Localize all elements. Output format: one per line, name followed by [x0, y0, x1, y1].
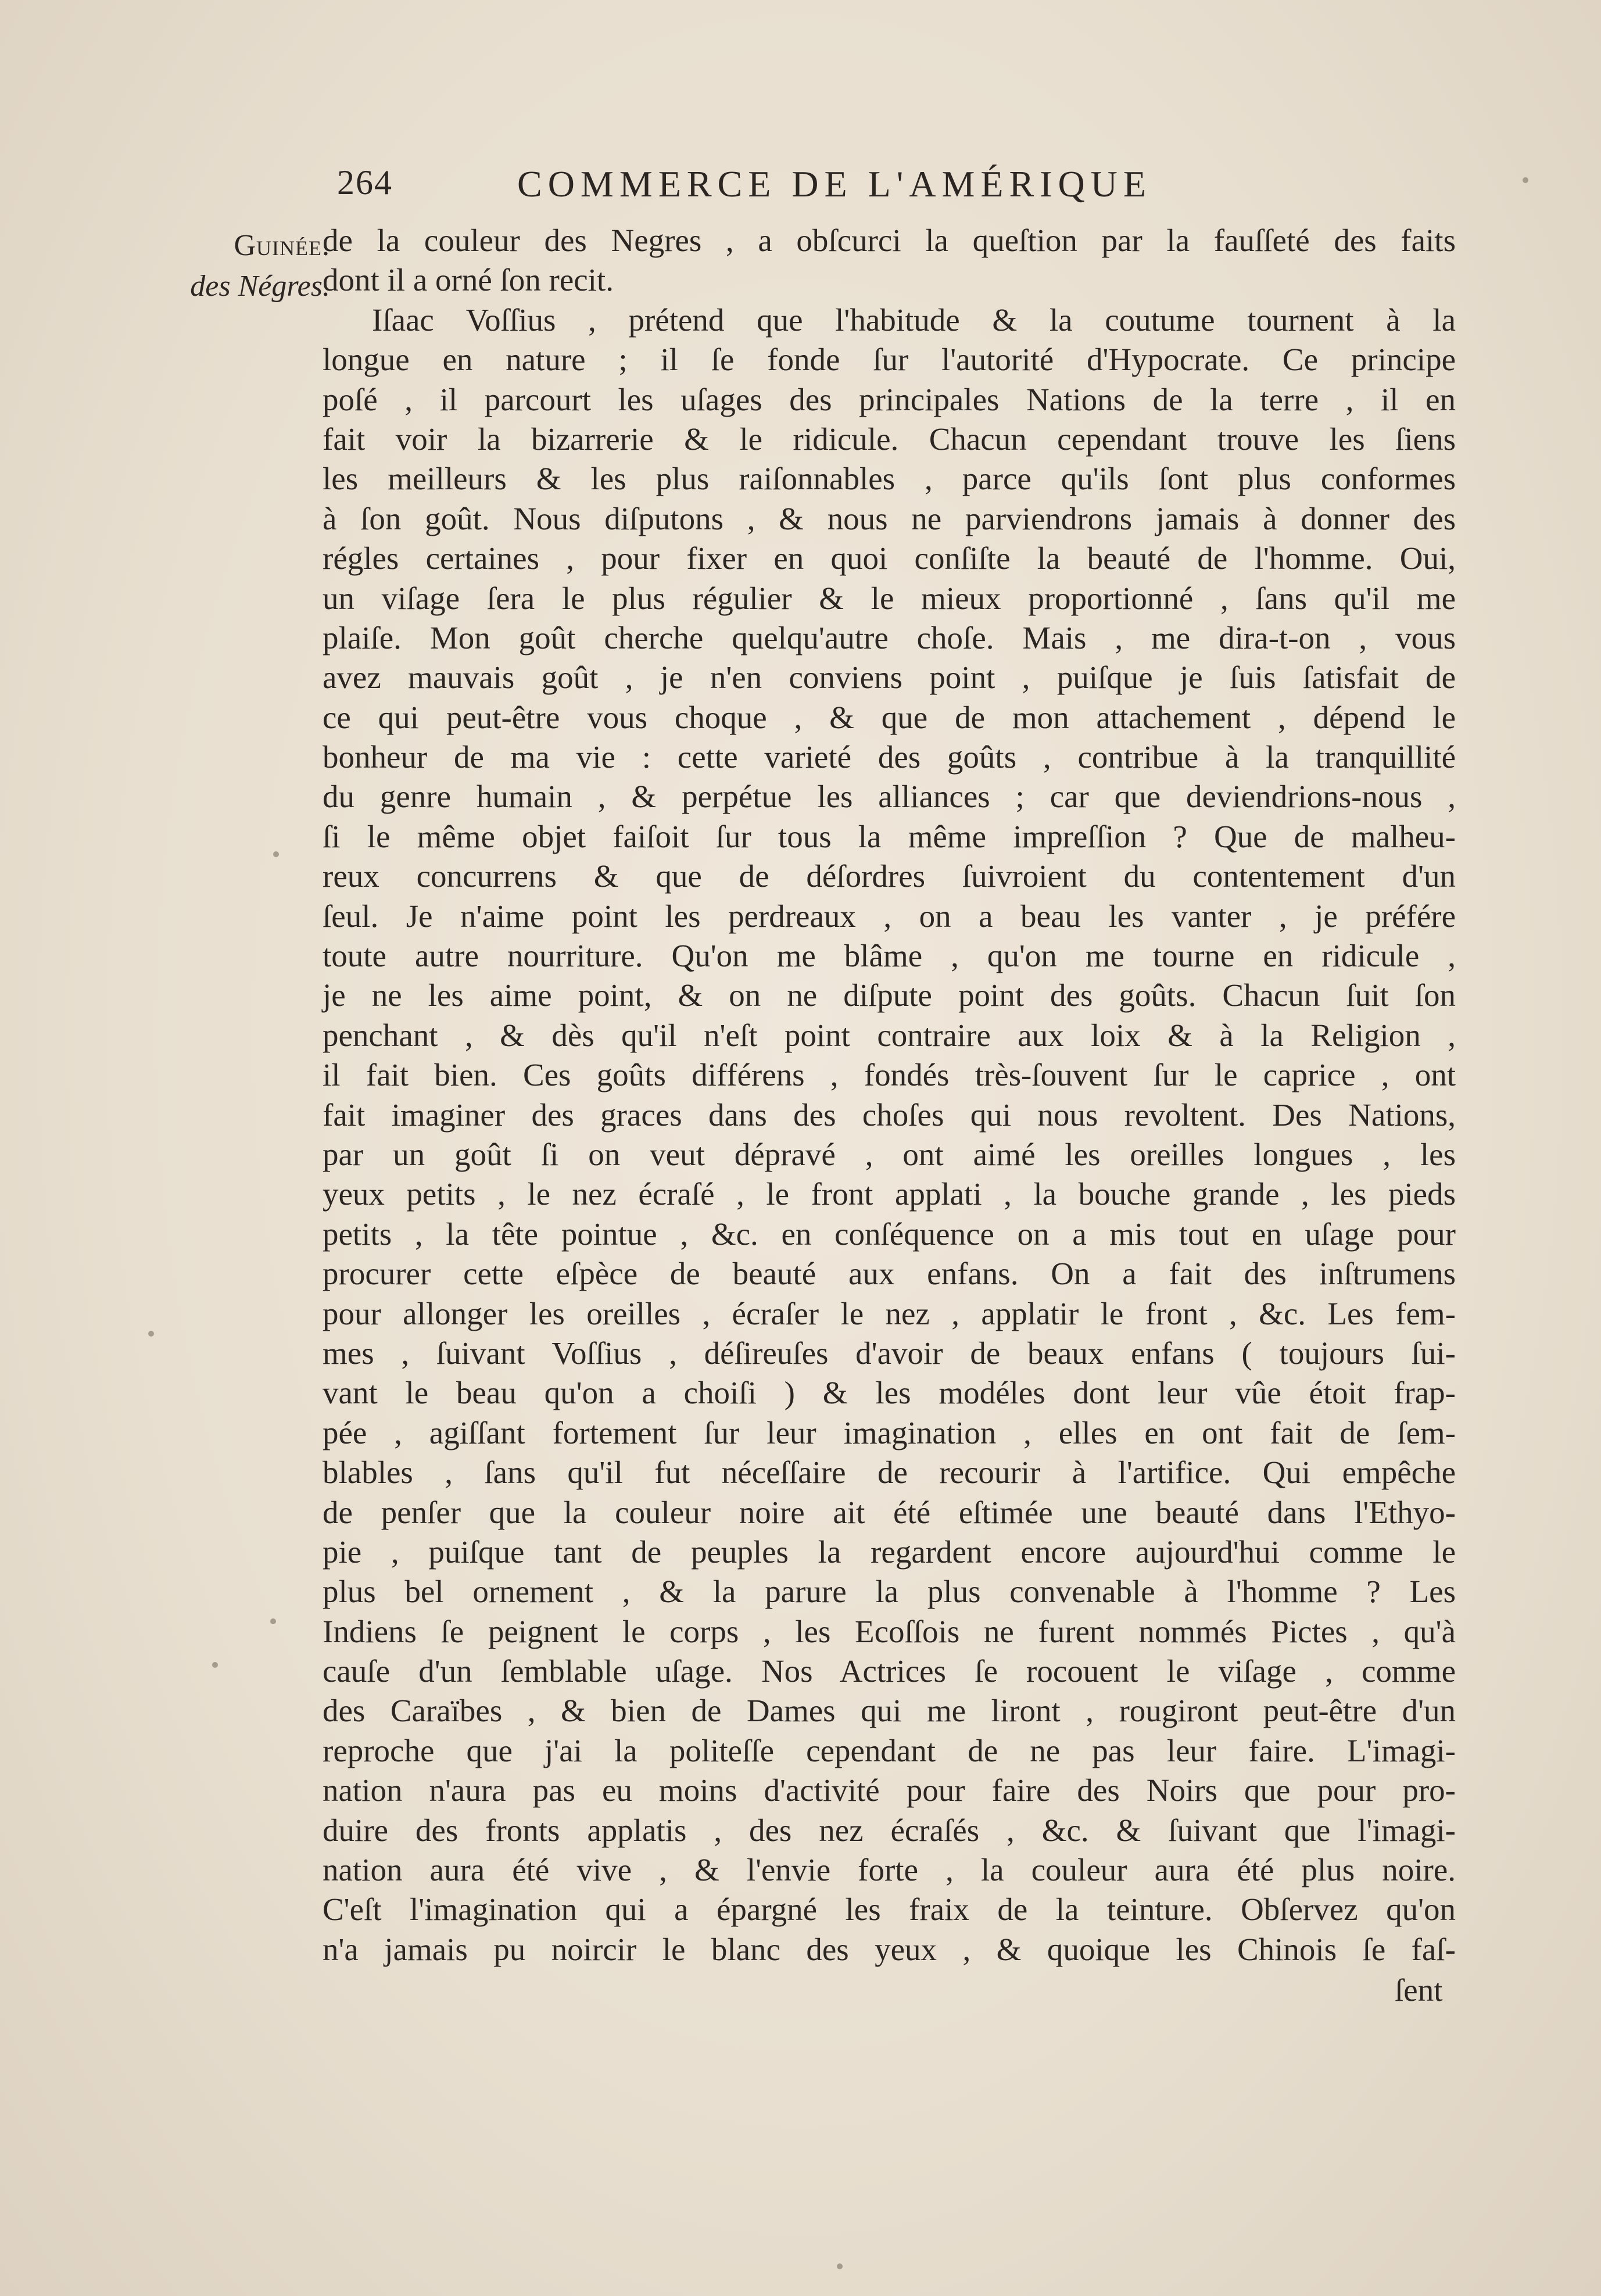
- text-line: des Caraïbes , & bien de Dames qui me liront , rougiront peut-être d'un: [323, 1693, 1456, 1729]
- text-line: il fait bien. Ces goûts différens , fondés très-ſouvent ſur le caprice , ont: [323, 1057, 1456, 1093]
- text-line: un viſage ſera le plus régulier & le mieux proportionné , ſans qu'il me: [323, 580, 1456, 616]
- text-line: fait voir la bizarrerie & le ridicule. Chacun cependant trouve les ſiens: [323, 421, 1456, 457]
- text-line: penchant , & dès qu'il n'eſt point contraire aux loix & à la Religion ,: [323, 1017, 1456, 1053]
- text-line: par un goût ſi on veut dépravé , ont aimé les oreilles longues , les: [323, 1136, 1456, 1172]
- text-line: de la couleur des Negres , a obſcurci la queſtion par la fauſſeté des faits: [323, 223, 1456, 258]
- catchword: ſent: [1395, 1972, 1443, 2008]
- text-line: vant le beau qu'on a choiſi ) & les modéles dont leur vûe étoit frap-: [323, 1375, 1456, 1411]
- text-line: reux concurrens & que de déſordres ſuivroient du contentement d'un: [323, 858, 1456, 894]
- text-line: avez mauvais goût , je n'en conviens point , puiſque je ſuis ſatisfait de: [323, 660, 1456, 696]
- text-line: pée , agiſſant fortement ſur leur imagination , elles en ont fait de ſem-: [323, 1414, 1456, 1450]
- paper-speck: [273, 851, 279, 857]
- page-header: [337, 157, 1325, 209]
- text-line: Indiens ſe peignent le corps , les Ecoſſois ne furent nommés Pictes , qu'à: [323, 1613, 1456, 1649]
- text-line: mes , ſuivant Voſſius , déſireuſes d'avoir de beaux enfans ( toujours ſui-: [323, 1335, 1456, 1371]
- paper-speck: [837, 2263, 843, 2269]
- text-line: du genre humain , & perpétue les alliances ; car que deviendrions-nous ,: [323, 779, 1456, 815]
- text-line: reproche que j'ai la politeſſe cependant de ne pas leur faire. L'imagi-: [323, 1732, 1456, 1768]
- page-number: 264: [337, 163, 393, 202]
- text-line: pour allonger les oreilles , écraſer le nez , applatir le front , &c. Les fem-: [323, 1295, 1456, 1331]
- paper-speck: [270, 1618, 276, 1624]
- text-line: dont il a orné ſon recit.: [323, 262, 614, 298]
- text-line: procurer cette eſpèce de beauté aux enfans. On a fait des inſtrumens: [323, 1256, 1456, 1292]
- text-line: cauſe d'un ſemblable uſage. Nos Actrices ſe rocouent le viſage , comme: [323, 1653, 1456, 1689]
- text-line: les meilleurs & les plus raiſonnables , parce qu'ils ſont plus conformes: [323, 461, 1456, 497]
- text-line: Iſaac Voſſius , prétend que l'habitude & la coutume tournent à la: [372, 302, 1456, 338]
- text-line: ce qui peut-être vous choque , & que de mon attachement , dépend le: [323, 699, 1456, 735]
- paper-speck: [1523, 177, 1528, 183]
- text-line: à ſon goût. Nous diſputons , & nous ne parviendrons jamais à donner des: [323, 500, 1456, 536]
- text-line: plus bel ornement , & la parure la plus convenable à l'homme ? Les: [323, 1574, 1456, 1610]
- text-line: plaiſe. Mon goût cherche quelqu'autre choſe. Mais , me dira-t-on , vous: [323, 619, 1456, 656]
- text-line: bonheur de ma vie : cette varieté des goûts , contribue à la tranquillité: [323, 739, 1456, 775]
- text-line: régles certaines , pour fixer en quoi conſiſte la beauté de l'homme. Oui,: [323, 540, 1456, 576]
- running-title: COMMERCE DE L'AMÉRIQUE: [517, 163, 1152, 205]
- paper-speck: [148, 1331, 154, 1337]
- text-line: ſeul. Je n'aime point les perdreaux , on a beau les vanter , je préfére: [323, 898, 1456, 934]
- text-line: de penſer que la couleur noire ait été eſtimée une beauté dans l'Ethyo-: [323, 1494, 1456, 1530]
- paper-speck: [212, 1662, 218, 1668]
- text-line: nation n'aura pas eu moins d'activité pour faire des Noirs que pour pro-: [323, 1772, 1456, 1808]
- text-line: nation aura été vive , & l'envie forte , la couleur aura été plus noire.: [323, 1852, 1456, 1888]
- margin-note: [156, 225, 330, 307]
- text-line: fait imaginer des graces dans des choſes qui nous revoltent. Des Nations,: [323, 1097, 1456, 1133]
- text-line: pie , puiſque tant de peuples la regardent encore aujourd'hui comme le: [323, 1534, 1456, 1570]
- text-line: yeux petits , le nez écraſé , le front applati , la bouche grande , les pieds: [323, 1176, 1456, 1212]
- text-line: duire des fronts applatis , des nez écraſés , &c. & ſuivant que l'imagi-: [323, 1812, 1456, 1848]
- body-text: [323, 221, 1456, 1969]
- text-line: n'a jamais pu noircir le blanc des yeux , & quoique les Chinois ſe faſ-: [323, 1931, 1456, 1967]
- text-line: blables , ſans qu'il fut néceſſaire de recourir à l'artifice. Qui empêche: [323, 1455, 1456, 1491]
- text-line: poſé , il parcourt les uſages des principales Nations de la terre , il en: [323, 381, 1456, 417]
- text-line: ſi le même objet faiſoit ſur tous la même impreſſion ? Que de malheu-: [323, 818, 1456, 854]
- text-line: longue en nature ; il ſe fonde ſur l'autorité d'Hypocrate. Ce principe: [323, 342, 1456, 378]
- margin-note-line: des Négres.: [190, 270, 330, 303]
- text-line: C'eſt l'imagination qui a épargné les fraix de la teinture. Obſervez qu'on: [323, 1892, 1456, 1928]
- text-line: petits , la tête pointue , &c. en conſéquence on a mis tout en uſage pour: [323, 1216, 1456, 1252]
- text-line: je ne les aime point, & on ne diſpute point des goûts. Chacun ſuit ſon: [323, 977, 1456, 1013]
- text-line: toute autre nourriture. Qu'on me blâme , qu'on me tourne en ridicule ,: [323, 938, 1456, 974]
- margin-note-line: Guinée.: [234, 229, 330, 262]
